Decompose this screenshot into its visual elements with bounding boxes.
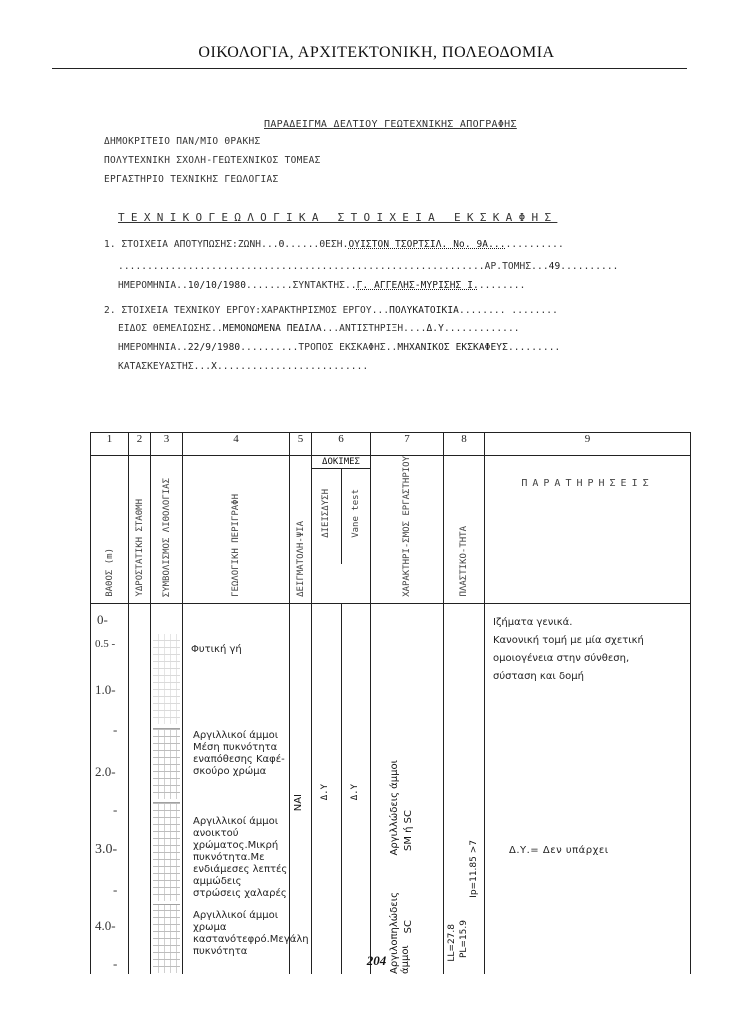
org-line-university: ΔΗΜΟΚΡΙΤΕΙΟ ΠΑΝ/ΜΙΟ ΘΡΑΚΗΣ	[104, 136, 261, 147]
header-description: ΓΕΩΛΟΓΙΚΗ ΠΕΡΙΓΡΑΦΗ	[231, 493, 241, 597]
depth-label-05: 0.5 -	[95, 637, 116, 650]
item2-builder: Χ	[211, 361, 217, 372]
plasticity-ll: LL=27.8	[447, 923, 457, 962]
plasticity-ip: Ip=11.85 >7	[469, 839, 479, 898]
header-symbol: ΣΥΜΒΟΛΙΣΜΟΣ ΛΙΘΟΛΟΓΙΑΣ	[161, 477, 172, 597]
item1-section-label: ...............................................................ΑΡ.ΤΟΜΗΣ...	[118, 261, 549, 272]
depth-tick: -	[113, 721, 118, 737]
item2-project-type: ΠΟΛΥΚΑΤΟΙΚΙΑ	[389, 305, 459, 316]
lithology-pattern-layer-1	[153, 728, 180, 799]
form-title: ΠΑΡΑΔΕΙΓΜΑ ΔΕΛΤΙΟΥ ΓΕΩΤΕΧΝΙΚΗΣ ΑΠΟΓΡΑΦΗΣ	[264, 119, 517, 130]
item1-position: ΟΥΙΣΤΟΝ ΤΣΟΡΤΣΙΛ. Νο. 9Α...	[348, 239, 506, 250]
item1-author: Γ. ΑΓΓΕΛΗΣ-ΜΥΡΙΣΗΣ Ι.	[356, 280, 479, 291]
item1-zone: Θ	[278, 239, 285, 250]
depth-tick: -	[113, 955, 118, 971]
col-number-3: 3	[151, 433, 183, 456]
lithology-symbol-column	[151, 603, 183, 974]
penetration-value: Δ.Υ	[320, 783, 330, 801]
vane-value: Δ.Υ	[350, 783, 360, 801]
col-number-7: 7	[371, 433, 444, 456]
characterization-c: Αργιλοπηλώδεις άμμοι	[389, 891, 411, 974]
column-header-row	[91, 456, 691, 604]
item2-support: Δ.Υ	[426, 323, 444, 334]
remark-note: Δ.Υ.= Δεν υπάρχει	[509, 844, 609, 856]
item1-line1: 1. ΣΤΟΙΧΕΙΑ ΑΠΟΤΥΠΩΣΗΣ:ΖΩΝΗ...Θ......ΘΕΣΗ.ΟΥΙΣΤΟΝ ΤΣΟΡΤΣΙΛ. Νο. 9Α.............	[104, 239, 564, 250]
description-layer-1: Αργιλλικοί άμμοι Μέση πυκνότητα εναπόθεσης Καφέ-σκούρο χρώμα	[193, 729, 285, 777]
header-vane: Vane test	[350, 489, 361, 538]
col-number-4: 4	[183, 433, 290, 456]
characterization-b: SM ή SC	[403, 809, 414, 851]
col-number-8: 8	[444, 433, 485, 456]
item2-method-label: ..........ΤΡΟΠΟΣ ΕΚΣΚΑΦΗΣ..	[240, 342, 398, 353]
characterization-a: Αργιλλώδεις άμμοι	[389, 759, 400, 856]
item2-date-label: ΗΜΕΡΟΜΗΝΙΑ..	[118, 342, 188, 353]
item2-line2: ΕΙΔΟΣ ΘΕΜΕΛΙΩΣΗΣ..ΜΕΜΟΝΩΜΕΝΑ ΠΕΔΙΛΑ...ΑΝΤΙΣΤΗΡΙΞΗ....Δ.Υ.............	[118, 323, 520, 334]
log-body-row	[91, 603, 691, 974]
item2-line1: 2. ΣΤΟΙΧΕΙΑ ΤΕΧΝΙΚΟΥ ΕΡΓΟΥ:ΧΑΡΑΚΤΗΡΙΣΜΟΣ ΕΡΓΟΥ...ΠΟΛΥΚΑΤΟΙΚΙΑ........ ........	[104, 305, 558, 316]
header-characterization: ΧΑΡΑΚΤΗΡΙ-ΣΜΟΣ ΕΡΓΑΣΤΗΡΙΟΥ	[402, 456, 412, 597]
depth-tick: -	[113, 801, 118, 817]
section-title: ΤΕΧΝΙΚΟΓΕΩΛΟΓΙΚΑ ΣΤΟΙΧΕΙΑ ΕΚΣΚΑΦΗΣ	[118, 211, 558, 224]
remarks-column	[485, 603, 691, 974]
org-line-lab: ΕΡΓΑΣΤΗΡΙΟ ΤΕΧΝΙΚΗΣ ΓΕΩΛΟΓΙΑΣ	[104, 174, 279, 185]
item2-date: 22/9/1980	[187, 342, 241, 353]
penetration-column	[312, 603, 342, 974]
plasticity-column	[444, 603, 485, 974]
col-number-1: 1	[91, 433, 129, 456]
characterization-column	[371, 603, 444, 974]
page-number: 204	[366, 953, 387, 968]
borehole-log-table	[90, 432, 691, 974]
header-penetration: ΔΙΕΙΣΔΥΣΗ	[321, 489, 332, 538]
col-number-2: 2	[129, 433, 151, 456]
characterization-d: SC	[403, 919, 414, 934]
item1-label: 1. ΣΤΟΙΧΕΙΑ ΑΠΟΤΥΠΩΣΗΣ:ΖΩΝΗ...	[104, 239, 279, 250]
header-plasticity: ΠΛΑΣΤΙΚΟ-ΤΗΤΑ	[459, 526, 469, 597]
description-layer-2: Αργιλλικοί άμμοι ανοικτού χρώματος.Μικρή πυκνότητα.Με ενδιάμεσες λεπτές αμμώδεις στρώσεις χαλαρές	[193, 815, 288, 899]
sampling-column	[290, 603, 312, 974]
col-number-6: 6	[312, 433, 371, 456]
groundwater-column	[129, 603, 151, 974]
item1-author-label: ........ΣΥΝΤΑΚΤΗΣ..	[246, 280, 357, 291]
item2-foundation: ΜΕΜΟΝΩΜΕΝΑ ΠΕΔΙΛΑ	[222, 323, 322, 334]
item2-label: 2. ΣΤΟΙΧΕΙΑ ΤΕΧΝΙΚΟΥ ΕΡΓΟΥ:ΧΑΡΑΚΤΗΡΙΣΜΟΣ ΕΡΓΟΥ...	[104, 305, 390, 316]
remark-line-2: Κανονική τομή με μία σχετική	[493, 634, 644, 646]
col-number-5: 5	[290, 433, 312, 456]
item2-foundation-label: ΕΙΔΟΣ ΘΕΜΕΛΙΩΣΗΣ..	[118, 323, 223, 334]
item1-position-label: ......ΘΕΣΗ.	[284, 239, 349, 250]
depth-label-0: 0-	[97, 611, 108, 627]
depth-column	[91, 603, 129, 974]
lithology-pattern-layer-2	[153, 802, 180, 901]
item1-date: 10/10/1980	[187, 280, 247, 291]
item1-line2: ...............................................................ΑΡ.ΤΟΜΗΣ...49..........	[118, 261, 619, 272]
depth-tick: -	[113, 881, 118, 897]
depth-label-2: 2.0-	[95, 763, 116, 779]
column-number-row	[91, 433, 691, 456]
item2-method: ΜΗΧΑΝΙΚΟΣ ΕΚΣΚΑΦΕΥΣ	[397, 342, 508, 353]
header-remarks: ΠΑΡΑΤΗΡΗΣΕΙΣ	[485, 456, 691, 604]
header-groundwater: ΥΔΡΟΣΤΑΤΙΚΗ ΣΤΑΘΜΗ	[134, 499, 145, 597]
remark-line-1: Ιζήματα γενικά.	[493, 616, 573, 628]
description-layer-3: Αργιλλικοί άμμοι χρωμα καστανότεφρό.Μεγάλη πυκνότητα	[193, 909, 309, 957]
item2-line4: ΚΑΤΑΣΚΕΥΑΣΤΗΣ...Χ..........................	[118, 361, 369, 372]
item1-line3: ΗΜΕΡΟΜΗΝΙΑ..10/10/1980........ΣΥΝΤΑΚΤΗΣ..Γ. ΑΓΓΕΛΗΣ-ΜΥΡΙΣΗΣ Ι.........	[118, 280, 526, 291]
header-rule	[52, 68, 687, 69]
sampling-value: ΝΑΙ	[293, 793, 304, 812]
header-tests-group: ΔΟΚΙΜΕΣ	[312, 456, 370, 469]
running-title: ΟΙΚΟΛΟΓΙΑ, ΑΡΧΙΤΕΚΤΟΝΙΚΗ, ΠΟΛΕΟΔΟΜΙΑ	[198, 44, 555, 61]
depth-label-3: 3.0-	[95, 841, 118, 857]
item1-section-no: 49	[548, 261, 561, 272]
header-depth: ΒΑΘΟΣ (m)	[104, 548, 115, 597]
depth-label-1: 1.0-	[95, 681, 116, 697]
item2-line3: ΗΜΕΡΟΜΗΝΙΑ..22/9/1980..........ΤΡΟΠΟΣ ΕΚΣΚΑΦΗΣ..ΜΗΧΑΝΙΚΟΣ ΕΚΣΚΑΦΕΥΣ.........	[118, 342, 561, 353]
vane-column	[342, 603, 371, 974]
lithology-pattern-topsoil	[153, 634, 180, 724]
depth-label-4: 4.0-	[95, 917, 116, 933]
item2-support-label: ...ΑΝΤΙΣΤΗΡΙΞΗ....	[321, 323, 427, 334]
remark-line-4: σύσταση και δομή	[493, 670, 584, 682]
remark-line-3: ομοιογένεια στην σύνθεση,	[493, 652, 630, 664]
org-line-school: ΠΟΛΥΤΕΧΝΙΚΗ ΣΧΟΛΗ-ΓΕΩΤΕΧΝΙΚΟΣ ΤΟΜΕΑΣ	[104, 155, 321, 166]
item1-date-label: ΗΜΕΡΟΜΗΝΙΑ..	[118, 280, 188, 291]
plasticity-pl: PL=15.9	[459, 919, 469, 958]
item2-builder-label: ΚΑΤΑΣΚΕΥΑΣΤΗΣ...	[118, 361, 212, 372]
header-sampling: ΔΕΙΓΜΑΤΟΛΗ-ΨΙΑ	[295, 521, 306, 597]
description-topsoil: Φυτική γή	[191, 643, 242, 655]
col-number-9: 9	[485, 433, 691, 456]
